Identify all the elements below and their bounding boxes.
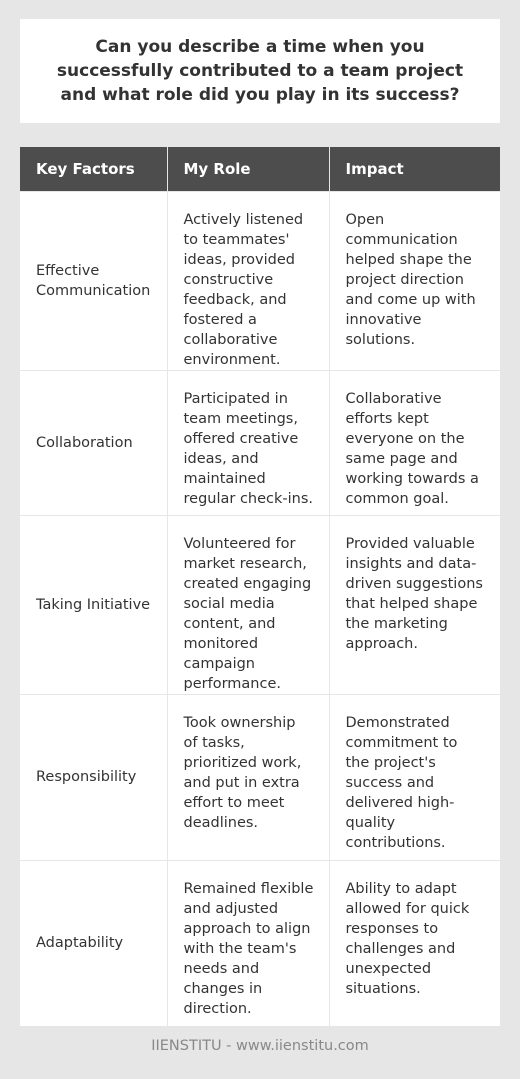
table-row <box>20 191 500 370</box>
role-text: Volunteered for market research, created engaging social media content, and monitored campaign performance. <box>183 535 312 692</box>
role-cell <box>167 191 329 370</box>
table-row <box>20 515 500 694</box>
key-factors-table <box>20 147 500 1026</box>
factor-cell <box>20 694 167 860</box>
table-row <box>20 860 500 1026</box>
impact-text: Provided valuable insights and data-driven suggestions that helped shape the marketing approach. <box>345 535 483 652</box>
impact-cell <box>329 370 500 515</box>
factor-text: Adaptability <box>36 935 124 952</box>
question-title-box <box>20 19 500 123</box>
impact-text: Open communication helped shape the project direction and come up with innovative solutions. <box>345 211 476 348</box>
factor-text: Collaboration <box>36 434 133 451</box>
impact-cell <box>329 191 500 370</box>
role-text: Remained flexible and adjusted approach to align with the team's needs and changes in direction. <box>183 880 314 1017</box>
header-impact: Impact <box>329 147 500 191</box>
impact-text: Demonstrated commitment to the project's success and delivered high-quality contributions. <box>345 714 458 851</box>
factor-text: Effective Communication <box>36 262 151 299</box>
impact-cell <box>329 860 500 1026</box>
role-text: Participated in team meetings, offered creative ideas, and maintained regular check-ins. <box>183 390 314 507</box>
impact-text: Collaborative efforts kept everyone on the same page and working towards a common goal. <box>345 390 479 507</box>
header-key-factors: Key Factors <box>20 147 167 191</box>
table-row <box>20 694 500 860</box>
impact-cell <box>329 515 500 694</box>
role-cell <box>167 694 329 860</box>
factor-cell <box>20 370 167 515</box>
factor-cell <box>20 191 167 370</box>
role-cell <box>167 515 329 694</box>
header-my-role: My Role <box>167 147 329 191</box>
table-header-row <box>20 147 500 191</box>
impact-text: Ability to adapt allowed for quick responses to challenges and unexpected situations. <box>345 880 470 997</box>
role-cell <box>167 370 329 515</box>
factor-text: Responsibility <box>36 769 137 785</box>
question-title: Can you describe a time when you successfully contributed to a team project and what role did you play in its success? <box>56 37 464 105</box>
role-text: Actively listened to teammates' ideas, provided constructive feedback, and fostered a collaborative environment. <box>183 211 304 368</box>
impact-cell <box>329 694 500 860</box>
factor-cell <box>20 515 167 694</box>
table-row <box>20 370 500 515</box>
factor-cell <box>20 860 167 1026</box>
footer-credit: IIENSTITU - www.iienstitu.com <box>151 1038 369 1054</box>
role-text: Took ownership of tasks, prioritized work, and put in extra effort to meet deadlines. <box>183 714 302 831</box>
factor-text: Taking Initiative <box>36 596 151 613</box>
role-cell <box>167 860 329 1026</box>
